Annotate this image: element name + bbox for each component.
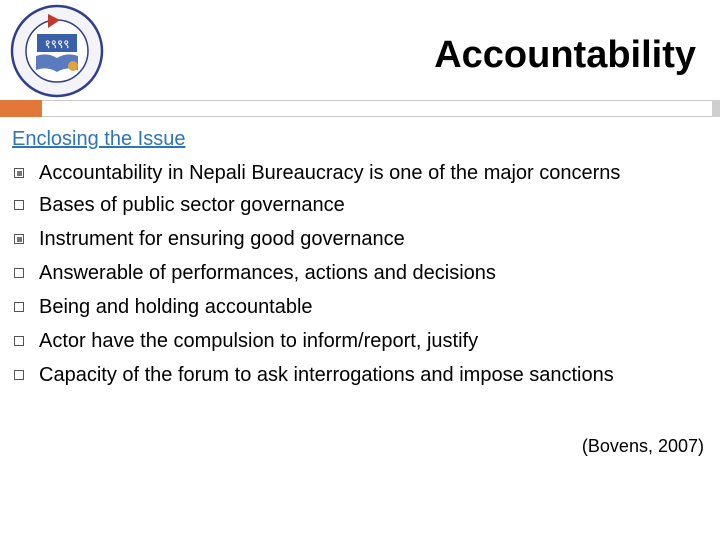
bullet-text: Being and holding accountable <box>39 296 313 318</box>
bullet-text: Bases of public sector governance <box>39 194 345 216</box>
citation: (Bovens, 2007) <box>581 436 704 456</box>
accent-bar <box>0 100 42 117</box>
bullet-text: Answerable of performances, actions and decisions <box>39 262 496 284</box>
bullet-box-icon <box>14 234 24 244</box>
list-item <box>14 328 714 354</box>
list-item <box>14 192 714 218</box>
logo-numeral: १९९९ <box>44 37 70 51</box>
list-item <box>14 260 714 286</box>
list-item <box>14 160 714 186</box>
list-item <box>14 362 714 388</box>
bullet-box-icon <box>14 268 24 278</box>
divider-end <box>712 100 720 117</box>
bullet-text: Capacity of the forum to ask interrogations and impose sanctions <box>39 364 614 386</box>
bullet-list <box>14 160 714 396</box>
bullet-box-icon <box>14 336 24 346</box>
list-item <box>14 294 714 320</box>
bullet-box-icon <box>14 302 24 312</box>
college-logo <box>8 4 106 98</box>
section-heading: Enclosing the Issue <box>12 128 186 150</box>
bullet-box-icon <box>14 200 24 210</box>
divider-line <box>42 100 720 117</box>
bullet-box-icon <box>14 168 24 178</box>
bullet-text: Instrument for ensuring good governance <box>39 228 405 250</box>
bullet-text: Accountability in Nepali Bureaucracy is one of the major concerns <box>39 162 621 184</box>
list-item <box>14 226 714 252</box>
bullet-text: Actor have the compulsion to inform/report, justify <box>39 330 479 352</box>
slide-title: Accountability <box>434 34 696 76</box>
bullet-box-icon <box>14 370 24 380</box>
